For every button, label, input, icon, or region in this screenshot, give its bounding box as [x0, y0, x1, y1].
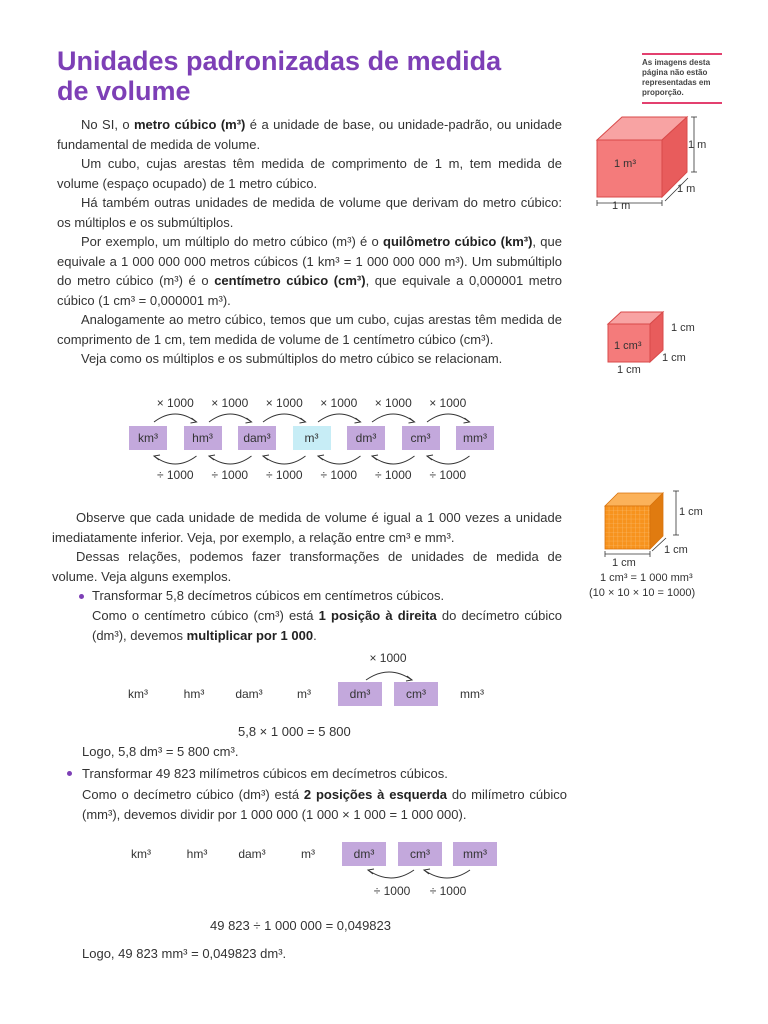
conversion-arrow	[314, 454, 365, 468]
unit-box: dam³	[235, 687, 263, 701]
multiply-label: × 1000	[429, 396, 467, 410]
cube-grid-height-label: 1 cm	[679, 506, 703, 518]
paragraph-5: Analogamente ao metro cúbico, temos que um cubo, cujas arestas têm medida de comprimento de 1 cm, tem medida de volume de 1 centímetro cúbico (cm³).	[57, 312, 562, 347]
unit-box: km³	[129, 426, 167, 450]
cube-1m-depth-label: 1 m	[677, 183, 696, 195]
cube-1cm-depth-label: 1 cm	[662, 352, 686, 364]
example2-calc: 49 823 ÷ 1 000 000 = 0,049823	[210, 918, 391, 933]
example1-calc: 5,8 × 1 000 = 5 800	[238, 724, 351, 739]
unit-box: dm³	[338, 682, 382, 706]
paragraph-8: Dessas relações, podemos fazer transformações de unidades de medida de volume. Veja alguns exemplos.	[52, 549, 562, 584]
conversion-arrow	[420, 868, 474, 882]
cube-1m-figure	[592, 112, 722, 212]
cube-grid-caption-1: 1 cm³ = 1 000 mm³	[600, 572, 693, 584]
unit-box: dm³	[342, 842, 386, 866]
unit-box: km³	[128, 687, 148, 701]
divide-label: ÷ 1000	[211, 468, 249, 482]
divide-label: ÷ 1000	[320, 468, 358, 482]
cube-grid-caption-2: (10 × 10 × 10 = 1000)	[589, 587, 696, 599]
unit-box: mm³	[456, 426, 494, 450]
cube-1m-height-label: 1 m	[688, 139, 707, 151]
cube-1m-face-label: 1 m³	[614, 158, 636, 170]
unit-box: cm³	[394, 682, 438, 706]
paragraph-6: Veja como os múltiplos e os submúltiplos do metro cúbico se relacionam.	[81, 351, 503, 366]
unit-box: dam³	[238, 426, 276, 450]
scale-note: As imagens desta página não estão representadas em proporção.	[642, 53, 722, 104]
example1-bullet: Transformar 5,8 decímetros cúbicos em centímetros cúbicos.	[92, 588, 445, 603]
cube-grid-figure	[600, 488, 700, 568]
multiply-label: × 1000	[374, 396, 412, 410]
multiply-label: × 1000	[156, 396, 194, 410]
conversion-arrow	[364, 868, 418, 882]
unit-box: km³	[131, 847, 151, 861]
bullet-2	[67, 771, 72, 776]
multiply-label: × 1000	[211, 396, 249, 410]
cube-1cm-height-label: 1 cm	[671, 322, 695, 334]
divide-label: ÷ 1000	[265, 468, 303, 482]
conversion-arrow	[259, 410, 310, 424]
example1-conclusion: Logo, 5,8 dm³ = 5 800 cm³.	[82, 744, 239, 759]
cube-1m-width-label: 1 m	[612, 200, 631, 212]
conversion-arrow	[423, 454, 474, 468]
example2-conclusion: Logo, 49 823 mm³ = 0,049823 dm³.	[82, 946, 287, 961]
example2-explanation: Como o decímetro cúbico (dm³) está 2 posições à esquerda do milímetro cúbico (mm³), devemos dividir por 1 000 000 (1 000 × 1 000 = 1 000 000).	[82, 787, 568, 822]
example2-bullet: Transformar 49 823 milímetros cúbicos em decímetros cúbicos.	[82, 766, 448, 781]
conversion-arrow	[314, 410, 365, 424]
cube-1cm-width-label: 1 cm	[617, 364, 641, 376]
multiply-label: × 1000	[320, 396, 358, 410]
divide-label: ÷ 1000	[429, 884, 467, 898]
divide-label: ÷ 1000	[156, 468, 194, 482]
conversion-arrow	[423, 410, 474, 424]
cube-grid-width-label: 1 cm	[612, 557, 636, 569]
paragraph-3: Há também outras unidades de medida de volume que derivam do metro cúbico: os múltiplos e os submúltiplos.	[57, 195, 562, 230]
paragraph-7: Observe que cada unidade de medida de volume é igual a 1 000 vezes a unidade imediatamente inferior. Veja, por exemplo, a relação entre cm³ e mm³.	[52, 510, 562, 545]
multiply-label: × 1000	[265, 396, 303, 410]
unit-box: cm³	[398, 842, 442, 866]
conversion-arrow	[368, 410, 419, 424]
paragraph-4: Por exemplo, um múltiplo do metro cúbico (m³) é o quilômetro cúbico (km³), que equivale a 1 000 000 000 metros cúbicos (1 km³ = 1 000 000 000 m³). Um submúltiplo do metro cúbico (m³) é o centímetro cúbico (cm³), que equivale a 0,000001 metro cúbico (1 cm³ = 0,000001 m³).	[57, 234, 563, 308]
conversion-arrow	[150, 454, 201, 468]
paragraph-2: Um cubo, cujas arestas têm medida de comprimento de 1 m, tem medida de volume (espaço ocupado) de 1 metro cúbico.	[57, 156, 562, 191]
conversion-arrow	[205, 410, 256, 424]
unit-box: m³	[293, 426, 331, 450]
conversion-arrow	[362, 668, 416, 682]
unit-box: dam³	[238, 847, 266, 861]
conversion-arrow	[150, 410, 201, 424]
paragraph-1: No SI, o metro cúbico (m³) é a unidade de base, ou unidade-padrão, ou unidade fundamental de medida de volume.	[57, 117, 562, 152]
unit-box: mm³	[460, 687, 484, 701]
unit-box: hm³	[183, 687, 205, 701]
page-title: Unidades padronizadas de medida de volume	[57, 46, 502, 106]
conversion-arrow	[368, 454, 419, 468]
unit-box: hm³	[186, 847, 208, 861]
unit-box: cm³	[402, 426, 440, 450]
divide-label: ÷ 1000	[429, 468, 467, 482]
unit-box: m³	[297, 687, 311, 701]
multiply-label: × 1000	[369, 651, 407, 665]
divide-label: ÷ 1000	[374, 468, 412, 482]
example1-explanation: Como o centímetro cúbico (cm³) está 1 posição à direita do decímetro cúbico (dm³), devemos multiplicar por 1 000.	[92, 608, 562, 643]
unit-box: m³	[301, 847, 315, 861]
cube-1cm-face-label: 1 cm³	[614, 340, 642, 352]
bullet-1	[79, 594, 84, 599]
divide-label: ÷ 1000	[373, 884, 411, 898]
conversion-arrow	[205, 454, 256, 468]
unit-box: hm³	[184, 426, 222, 450]
unit-box: mm³	[453, 842, 497, 866]
unit-box: dm³	[347, 426, 385, 450]
conversion-arrow	[259, 454, 310, 468]
cube-grid-depth-label: 1 cm	[664, 544, 688, 556]
